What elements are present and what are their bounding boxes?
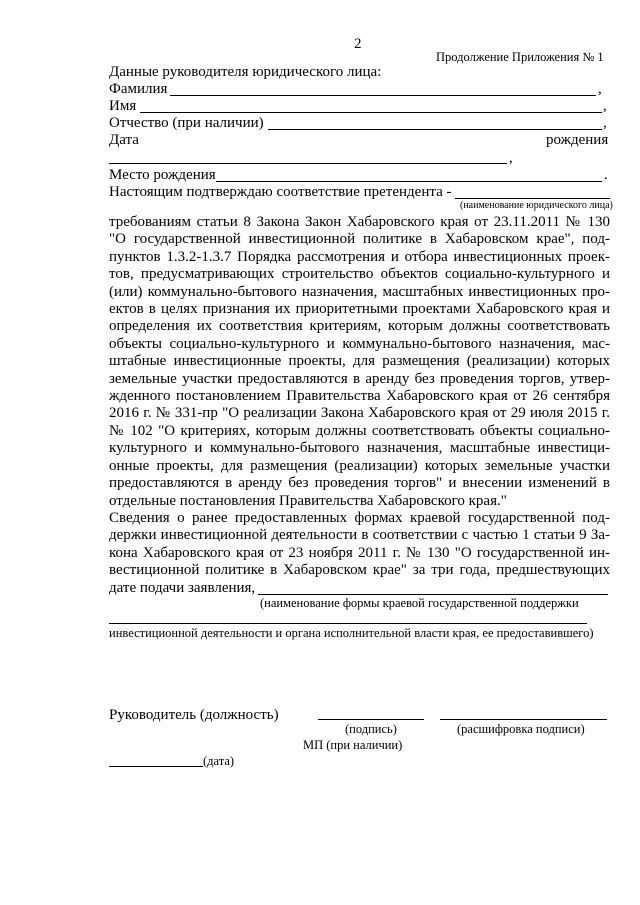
support-authority-field-line — [109, 623, 587, 624]
support-form-field-line — [258, 594, 608, 595]
patronymic-field-line — [268, 129, 602, 130]
paragraph-line: 2016 г. № 331-пр "О реализации Закона Хабаровского края от 29 июля 2015 г. — [109, 405, 610, 422]
support-paragraph — [109, 510, 610, 580]
role-label: Руководитель (должность) — [109, 707, 279, 723]
paragraph-line: штабные инвестиционные проекты, для размещения (реализации) которых — [109, 353, 610, 370]
paragraph-line: объекты социально-культурного и коммунально-бытового назначения, мас- — [109, 335, 610, 352]
birth-date-comma: , — [509, 150, 513, 166]
paragraph-line: Сведения о ранее предоставленных формах краевой государственной под- — [109, 510, 610, 526]
patronymic-comma: , — [603, 115, 607, 131]
date-caption: (дата) — [203, 754, 235, 768]
birthplace-field-line — [216, 181, 602, 182]
paragraph-line: вестиционной политике в Хабаровском крае" за три года, предшествующих — [109, 562, 610, 579]
paragraph-line: пунктов 1.3.2-1.3.7 Порядка рассмотрения и отбора инвестиционных проек- — [109, 248, 610, 265]
paragraph-line: "О государственной инвестиционной политике в Хабаровском крае", под- — [109, 231, 610, 248]
signature-decode-field-line — [440, 719, 607, 720]
paragraph-line: требованиям статьи 8 Закона Закон Хабаровского края от 23.11.2011 № 130 — [109, 214, 610, 230]
decode-caption: (расшифровка подписи) — [457, 722, 585, 736]
date-field-line — [109, 766, 203, 767]
patronymic-label: Отчество (при наличии) — [109, 115, 264, 131]
surname-label: Фамилия — [109, 81, 168, 97]
paragraph-line: отдельные постановления Правительства Хабаровского края." — [109, 492, 507, 509]
paragraph-line: (или) коммунально-бытового назначения, масштабных инвестиционных про- — [109, 283, 610, 300]
support-caption-2: инвестиционной деятельности и органа исполнительной власти края, ее предоставившего) — [109, 626, 594, 640]
paragraph-line: тов, предусматривающих строительство объектов социально-культурного и — [109, 266, 610, 283]
head-section-title: Данные руководителя юридического лица: — [109, 64, 382, 80]
date-label: Дата — [109, 132, 139, 148]
legal-entity-field-line — [455, 198, 610, 199]
paragraph-line: земельные участки предоставляются в аренду без проведения торгов, утвер- — [109, 370, 610, 387]
paragraph-line: культурного и коммунально-бытового назначения, масштабные инвестици- — [109, 440, 610, 457]
paragraph-line: онные проекты, для размещения (реализации) которых земельные участки — [109, 457, 610, 474]
name-field-line — [140, 112, 602, 113]
birthplace-label: Место рождения — [109, 167, 216, 183]
name-comma: , — [603, 98, 607, 114]
paragraph-line: жденного постановлением Правительства Хабаровского края от 26 сентября — [109, 388, 610, 405]
signature-caption: (подпись) — [345, 722, 397, 736]
continuation-note: Продолжение Приложения № 1 — [436, 50, 604, 64]
confirmation-paragraph — [109, 214, 610, 510]
legal-entity-caption: (наименование юридического лица) — [460, 200, 613, 211]
birthplace-dot: . — [604, 167, 608, 183]
paragraph-line: кона Хабаровского края от 23 ноября 2011 г. № 130 "О государственной ин- — [109, 544, 610, 561]
name-label: Имя — [109, 98, 137, 114]
support-last-line: дате подачи заявления, — [109, 580, 256, 596]
birth-date-field-line — [109, 163, 507, 164]
stamp-label: МП (при наличии) — [303, 738, 403, 752]
signature-field-line — [318, 719, 424, 720]
paragraph-line: держки инвестиционной деятельности в соответствии с частью 1 статьи 9 За- — [109, 527, 610, 544]
paragraph-line: предоставляются в аренду без проведения торгов" и внесении изменений в — [109, 475, 610, 492]
birth-word: рождения — [546, 132, 609, 148]
support-caption-1: (наименование формы краевой государственной поддержки — [260, 596, 579, 610]
paragraph-line: № 102 "О критериях, которым должны соответствовать объекты социально- — [109, 422, 610, 439]
paragraph-line: ектов в целях признания их приоритетными проектами Хабаровского края и — [109, 301, 610, 318]
surname-comma: , — [598, 81, 602, 97]
confirmation-lead: Настоящим подтверждаю соответствие претендента - — [109, 184, 452, 200]
surname-field-line — [170, 95, 596, 96]
paragraph-line: определения их соответствия критериям, которым должны соответствовать — [109, 318, 610, 335]
page-number: 2 — [354, 36, 362, 52]
